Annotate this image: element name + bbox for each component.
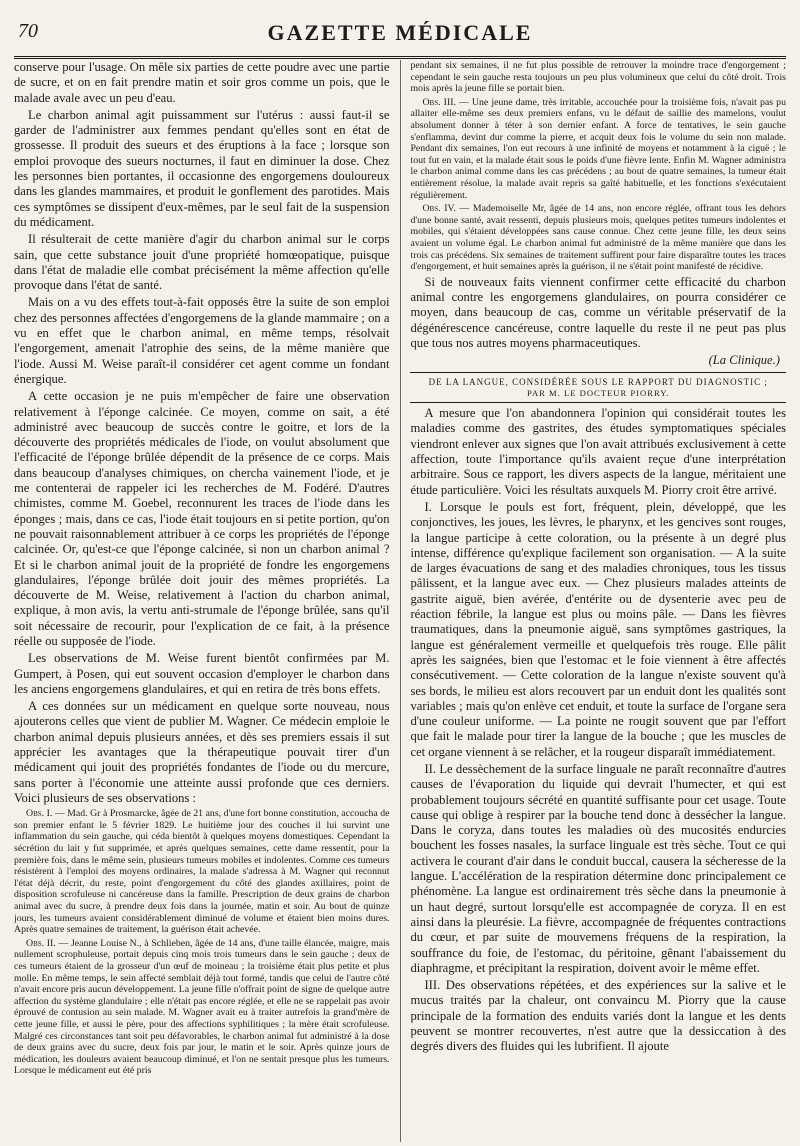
paragraph: Le charbon animal agit puissamment sur l'utérus : aussi faut-il se garder de l'administrer aux femmes pendant qu'elles sont en état de grossesse. Il produit des sueurs et des éruptions à la face ; lorsque son emploi provoque des sueurs nocturnes, il faut en diminuer la dose. Chez les personnes bien portantes, il occasionne des engorgemens douloureux dans les glandes mammaires, et produit le gonflement des parotides. Mais ces symptômes se dissipent d'eux-mêmes, par le seul fait de la suspension du médicament. [14, 107, 390, 229]
article-columns [14, 60, 786, 1142]
observation-text: — Mad. Gr à Prosmarcke, âgée de 21 ans, d'une fort bonne constitution, accoucha de son premier enfant le 5 février 1829. Le huitième jour des couches il lui survint une inflammation du sein gauche, qui céda bientôt à quelques moyens domestiques. Cependant la sécrétion du lait y fut supprimée, et après quelques semaines, cette dame ressentit, pour la première fois, dans le même sein, plusieurs tumeurs mobiles et indolentes. Comme ces tumeurs résistèrent à l'emploi des moyens ordinaires, la malade s'adressa à M. Wagner qui reconnut l'état déjà décrit, du reste, point d'engorgement du côté des glandes axillaires, point de disposition scrofuleuse ni cancéreuse dans la famille. Prescription de deux grains de charbon animal avec du sucre, à prendre deux fois dans la journée, matin et soir. Au bout de quinze jours, les tumeurs avaient considérablement diminué de volume et étaient bien moins dures. Après quatre semaines de traitement, la guérison était achevée. [14, 808, 390, 936]
paragraph: Il résulterait de cette manière d'agir du charbon animal sur le corps sain, que cette substance jouit d'une propriété homœopatique, puisque dans l'état de maladie elle combat précisément la même affection qu'elle provoque dans l'état de santé. [14, 232, 390, 293]
section-rule [410, 372, 786, 373]
paragraph: Les observations de M. Weise furent bientôt confirmées par M. Gumpert, à Posen, qui eut souvent occasion d'employer le charbon dans les anciens engorgemens glandulaires, et qui en retira de très bons effets. [14, 651, 390, 696]
observation-text: — Jeanne Louise N., à Schlieben, âgée de 14 ans, d'une taille élancée, maigre, mais nullement scrophuleuse, portait depuis cinq mois trois tumeurs dans le sein gauche ; deux de ces tumeurs étaient de la grosseur d'un œuf de moineau ; la troisième était plus petite et plus molle. En même temps, le sein affecté semblait déjà tout formé, tandis que celui de l'autre côté n'avait encore pris aucun développement. La jeune fille n'offrait point de signe de quelque autre affection du système glandulaire ; elle n'était pas encore réglée, et elle ne se rappelait pas avoir éprouvé de contusion au sein malade. M. Wagner avait eu à traiter autrefois la grand'mère de cette jeune fille, et aussi le père, pour des affections syphilitiques ; la mère était scrofuleuse. Malgré ces circonstances tant soit peu défavorables, le charbon animal fut administré à la dose de deux grains avec du sucre, deux fois par jour, le matin et le soir. Après quinze jours de médication, les douleurs avaient beaucoup diminué, et l'on ne sentait presque plus les tumeurs. Lorsque le médicament eut été pris [14, 937, 390, 1077]
paragraph: I. Lorsque le pouls est fort, fréquent, plein, développé, que les conjonctives, les joues, les lèvres, le pharynx, et les gencives sont rouges, la langue participe à cette coloration, ou la présente à un degré plus intense, différence qu'explique facilement son organisation. — A la suite de larges évacuations de sang et des maladies chroniques, tous les tissus pâlissent, et la langue avec eux. — Chez plusieurs malades atteints de gastrite aiguë, bien avérée, d'entérite ou de dysenterie avec peu de réaction fébrile, la langue est plus ou moins pâle. — Dans les fièvres traumatiques, dans la pneumonie aiguë, sans symptômes gastriques, la langue est généralement vermeille et quelquefois très rouge. Elle pâlit après les saignées, bien que l'estomac et le foie viennent à être affectés consécutivement. — Cette coloration de la langue n'existe souvent qu'à ses bords, le milieu est alors recouvert par un enduit dont les qualités sont variables ; mais qu'on enlève cet enduit, et toute la surface de l'organe sera d'une couleur uniforme. — La pointe ne rougit souvent que par l'effort que fait le malade pour tirer la langue de la bouche ; que les muscles de cet organe viennent à se relâcher, et la rougeur disparaît immédiatement. [410, 499, 786, 759]
observation-3 [410, 97, 786, 201]
paragraph: Mais on a vu des effets tout-à-fait opposés être la suite de son emploi chez des personnes affectées d'engorgemens de la glande mammaire ; on a vu en effet que le charbon animal, en même temps, résolvait l'engorgement, amenait l'atrophie des seins, de la même manière que l'iode. Aussi M. Weise paraît-il considérer cet agent comme un fondant énergique. [14, 295, 390, 386]
observation-1 [14, 808, 390, 936]
observation-4 [410, 203, 786, 273]
paragraph: A cette occasion je ne puis m'empêcher de faire une observation relativement à l'éponge calcinée. Ce moyen, comme on sait, a été administré avec beaucoup de succès contre le goitre, et lors de la découverte des propriétés médicales de l'iode, on voulut absolument que l'efficacité de l'éponge brûlée dépendit de la présence de ce corps. Mais dans beaucoup d'analyses chimiques, on chercha vainement l'iode, et je me contenterai de rappeler ici les recherches de M. Fodéré. D'autres chimistes, comme M. Goebel, reconnurent les traces de l'iode dans les éponges ; mais, dans ce cas, l'iode était toujours en si petite portion, qu'on ne pouvait raisonnablement attribuer à ce corps les propriétés de l'éponge calcinée. Or, qu'est-ce que l'éponge calcinée, si non un charbon animal ? Et si le charbon animal jouit de la propriété de fondre les engorgemens glandulaires, l'éponge brûlée doit jouir des mêmes propriétés. La découverte de M. Weise, relativement à l'action du charbon animal, explique, à mon avis, la vertu anti-strumale de l'éponge brûlée, sans qu'il soit nécessaire de recourir, pour l'explication de ce fait, à la présence réelle ou supposée de l'iode. [14, 389, 390, 648]
paragraph: Si de nouveaux faits viennent confirmer cette efficacité du charbon animal contre les engorgemens glandulaires, on pourra considérer ce moyen, dans beaucoup de cas, comme un véritable préservatif de la dégénérescence cancéreuse, contre laquelle du reste il ne peut pas plus que tous nos autres moyens pharmaceutiques. [410, 274, 786, 350]
observation-text: — Une jeune dame, très irritable, accouchée pour la troisième fois, n'avait pas pu allaiter elle-même ses deux premiers enfans, vu le défaut de saillie des mamelons, voulut absolument donner à téter à son dernier enfant. A force de tentatives, le sein gauche s'enflamma, devint dur comme la pierre, et acquit deux fois le volume du sein non malade. Pendant dix semaines, l'on eut recours à une infinité de moyens et notamment à la ciguë ; le tout fut en vain, et la malade était sous le poids d'une fièvre lente. Enfin M. Wagner administra le charbon animal comme dans les cas précédens ; au bout de quatre semaines, la tumeur était entièrement résolue, la malade avait repris sa gaîté habituelle, et les fonctions s'exécutaient régulièrement. [410, 96, 786, 201]
observation-label: Obs. IV. [422, 203, 456, 215]
page-header [14, 12, 786, 59]
paragraph: A mesure que l'on abandonnera l'opinion qui considérait toutes les maladies comme des gastrites, des études symptomatiques spéciales viendront enlever aux signes que l'on avait attribués exclusivement à cette affection, toute l'importance qu'ils avaient reçue d'une interprétation arbitraire. Sous ce rapport, les divers aspects de la langue, méritaient une étude particulière. Voici les résultats auxquels M. Piorry croit être arrivé. [410, 406, 786, 497]
observation-label: Obs. I. [26, 808, 53, 820]
paragraph: A ces données sur un médicament en quelque sorte nouveau, nous ajouterons celles que vient de publier M. Wagner. Ce médecin emploie le charbon animal depuis plusieurs années, et dès ses premiers essais il sut apprécier les avantages que la thérapeutique pouvait tirer d'un médicament qui jouit des propriétés fondantes de l'iode ou du mercure, sans porter à l'économie une atteinte aussi profonde que ces derniers. Voici plusieurs de ses observations : [14, 699, 390, 805]
observation-text: — Mademoiselle Mr, âgée de 14 ans, non encore réglée, offrant tous les dehors d'une bonne santé, avait ressenti, depuis plusieurs mois, quelques petites tumeurs indolentes et mobiles, qui s'étaient développées sans cause connue. Chez cette jeune fille, les deux seins avaient un volume égal. Le charbon animal fut administré de la même manière que dans les trois cas précédens. Six semaines de traitement suffirent pour faire disparaître toutes les traces d'engorgement, et huit semaines après la guérison, il ne s'était point manifesté de récidive. [410, 203, 786, 273]
section-title: DE LA LANGUE, CONSIDÉRÉE SOUS LE RAPPORT DU DIAGNOSTIC ; [428, 377, 768, 388]
observation-label: Obs. III. [422, 96, 456, 108]
paragraph: II. Le dessèchement de la surface linguale ne paraît reconnaître d'autres causes de l'évaporation du liquide qui devrait l'humecter, et qui est probablement toujours sécrété en quantité suffisante pour cet usage. Toute cause qui oblige à respirer par la bouche tend donc à dessécher la langue. Dans le coryza, dans toutes les maladies où des mucosités endurcies bouchent les fosses nasales, la surface linguale est très sèche. Tout ce qui activera le courant d'air dans le conduit buccal, causera la sécheresse de la langue. L'accélération de la respiration détermine donc principalement ce phénomène. La langue est ordinairement très sèche dans la pneumonie à un haut degré, surtout lorsqu'elle est accompagnée de coryza. Il en est ainsi dans la pleurésie. La fièvre, accompagnée de fréquentes contractions du cœur, et par suite de mouvemens fréquens de la respiration, la souffrance du foie, de l'estomac, du péritoine, gênant l'abaissement du diaphragme, et précipitant la respiration, doivent avoir le même effet. [410, 762, 786, 975]
left-column [14, 60, 390, 1142]
right-column [410, 60, 786, 1142]
section-rule [410, 402, 786, 403]
masthead-title: GAZETTE MÉDICALE [267, 20, 533, 45]
observation-2-continued: pendant six semaines, il ne fut plus possible de retrouver la moindre trace d'engorgement ; cependant le sein gauche resta toujours un peu plus volumineux que celui du côté droit. Trois mois après la jeune fille se portait bien. [410, 60, 786, 95]
observation-2 [14, 938, 390, 1077]
observation-label: Obs. II. [26, 937, 56, 949]
paragraph: III. Des observations répétées, et des expériences sur la salive et le mucus traités par la chaleur, ont convaincu M. Piorry que la cause principale de la formation des enduits variés dont la langue et les dents peuvent se montrer recouvertes, n'est autre que la dessiccation à des degrés divers des fluides qui les lubrifient. Il ajoute [410, 978, 786, 1054]
page-number: 70 [18, 20, 38, 42]
source-citation: (La Clinique.) [708, 353, 780, 368]
column-divider [400, 60, 401, 1142]
author-byline: PAR M. LE DOCTEUR PIORRY. [526, 388, 670, 399]
paragraph: conserve pour l'usage. On mêle six parties de cette poudre avec une partie de sucre, et on en fait prendre matin et soir gros comme un pois, que le malade avale avec un peu d'eau. [14, 60, 390, 105]
